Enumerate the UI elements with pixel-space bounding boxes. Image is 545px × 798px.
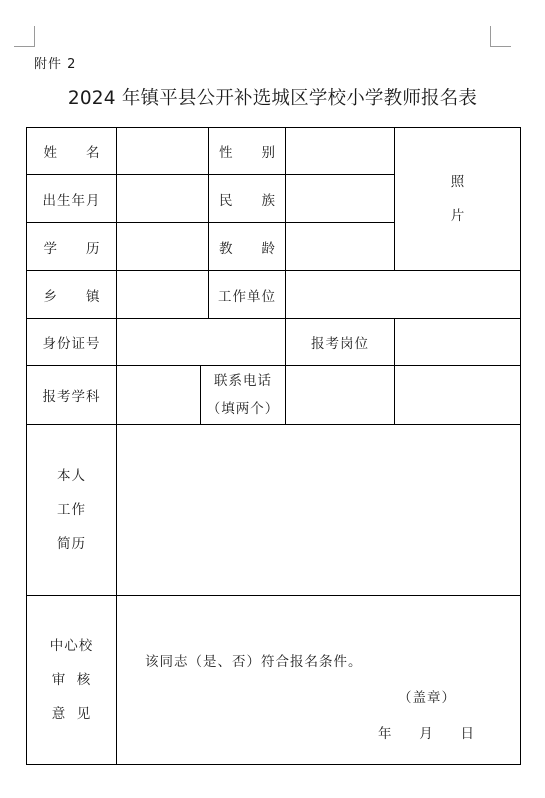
phone-field-2[interactable]: [394, 365, 521, 425]
subject-field[interactable]: [116, 365, 201, 425]
subject-label: 报考学科: [26, 365, 117, 425]
id-number-field[interactable]: [116, 318, 286, 366]
education-label-char-2: 历: [86, 240, 100, 257]
township-label-cell: [26, 270, 117, 319]
teaching-years-field[interactable]: [285, 222, 395, 271]
name-label-cell: [26, 127, 117, 175]
education-label-cell: [26, 222, 117, 271]
photo-label-char-2: 片: [450, 208, 465, 224]
id-number-label: 身份证号: [26, 318, 117, 366]
gender-label-char-1: 性: [219, 145, 233, 161]
gender-label-cell: [208, 127, 286, 175]
name-label-char-1: 姓: [43, 145, 57, 161]
review-label-line-2: 审 核: [51, 672, 92, 688]
township-label-char-1: 乡: [43, 288, 57, 305]
phone-label: 联系电话: [214, 373, 272, 389]
gender-label-char-2: 别: [261, 145, 275, 161]
work-unit-label: 工作单位: [208, 270, 286, 319]
education-field[interactable]: [116, 222, 209, 271]
ethnicity-field[interactable]: [285, 174, 395, 223]
name-field[interactable]: [116, 127, 209, 175]
work-unit-field[interactable]: [285, 270, 521, 319]
township-field[interactable]: [116, 270, 209, 319]
review-label-cell: [26, 595, 117, 765]
position-field[interactable]: [394, 318, 521, 366]
teaching-years-label-char-1: 教: [219, 240, 233, 257]
review-statement: 该同志（是、否）符合报名条件。: [145, 654, 363, 670]
teaching-years-label-char-2: 龄: [261, 240, 275, 257]
resume-label-line-3: 简历: [57, 536, 86, 552]
date-year-label: 年: [378, 726, 392, 742]
ethnicity-label-char-1: 民: [219, 192, 233, 209]
name-label-char-2: 名: [86, 145, 100, 161]
attachment-label: 附件 2: [34, 57, 77, 72]
page-title: 2024 年镇平县公开补选城区学校小学教师报名表: [67, 88, 478, 109]
page-corner-mark-right: [490, 26, 511, 47]
township-label-char-2: 镇: [86, 288, 100, 305]
photo-cell[interactable]: [394, 127, 521, 271]
photo-label-char-1: 照: [450, 174, 465, 190]
resume-label-line-2: 工作: [57, 502, 86, 518]
review-label-line-1: 中心校: [49, 638, 94, 654]
education-label-char-1: 学: [43, 240, 57, 257]
birth-field[interactable]: [116, 174, 209, 223]
phone-label-cell: [200, 365, 286, 425]
date-day-label: 日: [460, 726, 474, 742]
position-label: 报考岗位: [285, 318, 395, 366]
ethnicity-label-char-2: 族: [261, 192, 275, 209]
date-month-label: 月: [419, 726, 433, 742]
review-date: [378, 722, 474, 742]
ethnicity-label-cell: [208, 174, 286, 223]
phone-field-1[interactable]: [285, 365, 395, 425]
page-corner-mark-left: [14, 26, 35, 47]
review-label-line-3: 意 见: [51, 706, 92, 722]
birth-label: 出生年月: [26, 174, 117, 223]
resume-label-line-1: 本人: [57, 468, 86, 484]
seal-note: （盖章）: [398, 690, 456, 706]
resume-label-cell: [26, 424, 117, 596]
teaching-years-label-cell: [208, 222, 286, 271]
resume-field[interactable]: [116, 424, 521, 596]
phone-label-note: （填两个）: [206, 401, 280, 417]
gender-field[interactable]: [285, 127, 395, 175]
